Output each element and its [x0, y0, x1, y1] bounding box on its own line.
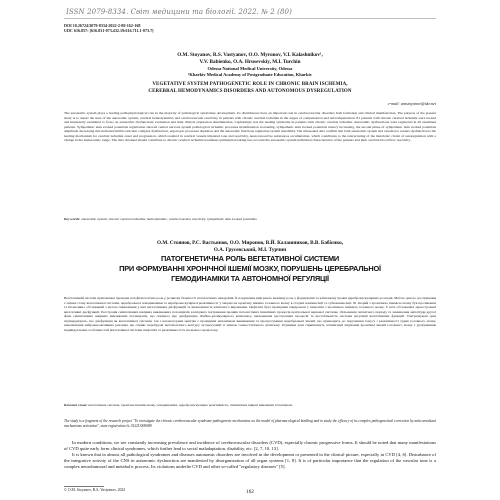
- keywords-en-text: autonomic system, chronic cerebral ischemia, hemodynamic, cerebrovascular reactivity, sympathetic skin evoked potentials: [80, 217, 257, 221]
- authors-english: [64, 52, 436, 65]
- page-number: 162: [246, 489, 254, 495]
- header-divider: [64, 18, 436, 19]
- research-project-note: The study is a fragment of the research project "To investigate the chronic cerebrovascular syndrome pathogenetic mechanisms on the model of pharmacological kindling and to study the efficacy of its complex pathogenetical correction by anticonvulsant mechanisms activation", state registration № 0122U000088: [64, 419, 436, 428]
- title-en-line-2: CEREBRAL HEMODYNAMICS DISORDERS AND AUTONOMOUS DYSREGULATION: [148, 88, 352, 94]
- authors-ukrainian: [64, 240, 436, 253]
- keywords-ua-text: вегетативна система, хронічна ішемія мозку, гемодинаміка, цереброваскулярна реактивність, симпатичні шкірні викликані потенціали.: [87, 403, 293, 407]
- title-english: [64, 82, 436, 96]
- doi: DOI 10.26724/2079-8334-2022-2-80-162-168: [64, 23, 141, 28]
- title-ua-line-2: ПРИ ФОРМУВАННІ ХРОНІЧНОЇ ІШЕМІЇ МОЗКУ, ПОРУШЕНЬ ЦЕРЕБРАЛЬНОЇ: [119, 264, 381, 273]
- authors-ua-line-1: О.М. Стоянов, Р.С. Вастьянов, О.О. Миронов, В.Й. Калашников, В.В. Бабієнко,: [156, 240, 344, 246]
- corresponding-email: e-mail: amstoyanov@ukr.net: [387, 101, 436, 106]
- copyright-notice: © O.M. Stoyanov, R.S. Vastyanov, 2022: [64, 488, 126, 492]
- abstract-ukrainian: Вегетативній системі притаманна провідна патофізіологічна роль у розвитку більшості патологічних синдромів. Її порушення відіграють важливу роль у формуванні та клінічному прояві цереброваскулярних розладів. Метою даного дослідження є оцінка стану вегетативної системи, церебральної гемодинаміки та цереброваскулярної реактивності у хворих на хронічну ішемію головного мозку в стадіях компенсації та субкомпенсації. 81 хворий з хронічною ішемією мозку був проліковані та інтенсивно обстежений з метою оцінювання у них вегетативних дисфункцій та визначення їх клінічного вираження. Цефалгія була провідним синдромом у пацієнтів з хронічною ішемією головного мозку. У всіх обстежених зареєстровані вегетативні дисфункції. Реєстрація симпатичних шкірних викликаних потенціалів засвідчила погіршення проявів патологічних ішемічних процесів центральної нервової системи, збільшення латентного періоду та зменшення амплітуди другої фази симпатичних шкірних викликаних потенціалів, що свідчило про дисфункцію лімбіко-ретикулярного комплексу, виснаження ерготропних процесів та нестабільність системи регуляції вегетативних функцій. Ультразвукові дані підтверджують, що дисфункція як вегетативної системи, так і вазомоторних центрів є провідним механізмом виникнення та прогресування церебральної ішемії, що призводить до порушення тонусу і реактивності судин головного мозку, накопичення нейровазоактивних речовин, що сприяє перебудові метаболічного контуру ауторегуляції зі зміною гомеостатичного діапазону. Отримані дані сприятимуть оптимізації лікування хронічної ішемії головного мозку з урахуванням індивідуальних особливостей вегетативної системи пацієнтів та реактивності їх мозкового кровотоку.: [64, 296, 436, 332]
- footer-divider: [64, 486, 104, 487]
- authors-en-line-2: V.V. Babienko, O.A. Hrusevskiy, M.I. Turchin: [199, 58, 301, 65]
- keywords-english: [64, 217, 436, 222]
- body-paragraph-1: In modern conditions, we see constantly increasing prevalence and incidence of cerebrovascular disorders (CVD), especially chronic progressive forms. It should be noted that many manifestations of CVD quite early form clinical syndromes, which further lead to social maladaptation, disability, etc. [2, 7, 10, 13].: [64, 440, 436, 451]
- title-ua-line-1: ПАТОГЕНЕТИЧНА РОЛЬ ВЕГЕТАТИВНОЇ СИСТЕМИ: [160, 254, 340, 263]
- keywords-en-label: Key words:: [64, 217, 81, 221]
- title-en-line-1: VEGETATIVE SYSTEM PATHOGENETIC ROLE IN CHRONIC BRAIN ISCHEMIA,: [152, 82, 348, 87]
- authors-en-line-1: O.M. Stoyanov, R.S. Vastyanov, O.O. Myronov, V.I. Kalashnikov¹,: [177, 52, 323, 58]
- body-paragraph-2: It is known that in almost all pathological syndromes and diseases autonomic disorders are involved in the development or presented in the clinical picture, especially in CVD [4, 6]. Disturbance of the integrative activity of the CNS in autonomic dysfunction are manifested by disorganization of all organ systems [1, 8]. It is of particular importance that the regulation of the vascular tone is a complex neurohumoral and metabolic process. Its violations underlie CVD and other so-called "regulatory diseases" [5].: [64, 452, 436, 469]
- journal-header: ISSN 2079-8334. Світ медицини та біології. 2022. № 2 (80): [66, 8, 292, 16]
- article-body: [64, 440, 436, 470]
- authors-ua-line-2: О.А. Грусевський, М.І. Турчин: [213, 246, 287, 253]
- affiliation-line-1: Odessa National Medical University, Odessa: [207, 66, 293, 71]
- udc: UDC 616.857: [616.831-073.432.19:616.711.1-073.7]: [64, 28, 154, 34]
- affiliation-english: [64, 66, 436, 78]
- affiliation-line-2: ¹Kharkiv Medical Academy of Postgraduate Education, Kharkiv: [188, 72, 312, 78]
- keywords-ukrainian: [64, 403, 436, 408]
- abstract-english: The autonomic system plays a leading pathophysiological role in the majority of pathological syndromes development. Its disturbances have an important role in cerebrovascular disorders both formation and clinical manifestation. The purpose of the present study is to assess the state of the autonomic system, cerebral hemodynamics and cerebrovascular reactivity in patients with chronic cerebral ischemia in the stages of compensation and subcompensation. 81 patients with chronic cerebral ischemia were treated and intensively examined to focus on autonomic dysfunctions evaluation and their clinical expression determination. Cephalalgia was the leading syndrome in patients with chronic cerebral ischemia. Autonomic dysfunctions were registered in all examined patients. Sympathetic skin evoked potentials registration showed central nervous system pathological ischemic processes manifestation worsening, sympathetic skin evoked potentials latency increasing, the second phase of sympathetic skin evoked potentials amplitude decreasing that indicated limbic-reticular complex dysfunction, ergotropic processes depletion and the autonomic functions regulation system instability. The ultrasound data confirm that both autonomic system and vasomotor centers dysfunction is the leading mechanism for cerebral ischemia onset and progression, which resulted in cerebral vessels impaired tone and reactivity, neurovasoactive substances accumulation, which contributes to the restructuring of the metabolic circuit of autoregulation with a change in the homeostatic range. The data obtained should contribute to chronic cerebral ischemia treatment optimization taking into account the autonomic system individual characteristics of the patients and their cerebral blood flow reactivity.: [64, 111, 436, 143]
- title-ukrainian: [64, 254, 436, 284]
- article-identifiers: [64, 23, 154, 34]
- keywords-ua-label: Ключові слова:: [64, 403, 88, 407]
- title-ua-line-3: ГЕМОДИНАМІКИ ТА АВТОНОМНОЇ РЕГУЛЯЦІЇ: [171, 274, 329, 283]
